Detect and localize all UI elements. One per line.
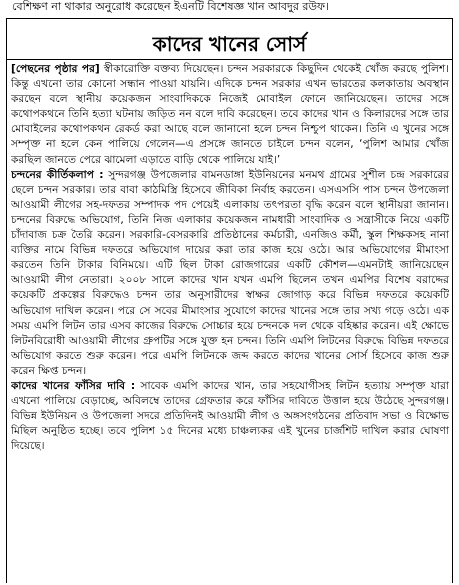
paragraph-1 [11, 62, 449, 168]
section-lead: কাদের খানের ফাঁসির দাবি : [11, 379, 136, 392]
top-rule [6, 18, 453, 19]
section-lead: চন্দনের কীর্তিকলাপ : [11, 168, 104, 181]
article-body [11, 62, 449, 581]
paragraph-text: সাবেক এমপি কাদের খান, তার সহযোগীসহ লিটন হত্যায় সম্পৃক্ত যারা এখনো পালিয়ে বেড়াচ্ছে, অবিলম্বে তাদের গ্রেফতার করে ফাঁসির দাবিতে উত্তাল হয়ে উঠেছে সুন্দরগঞ্জ। বিভিন্ন ইউনিয়ন ও উপজেলা সদরে প্রতিদিনই আওয়ামী লীগ ও অঙ্গসংগঠনের প্রতিবাদ সভা ও বিক্ষোভ মিছিল অনুষ্ঠিত হচ্ছে। তবে পুলিশ ১৫ দিনের মধ্যে চাঞ্চল্যকর এই খুনের চার্জশিট দাখিল করার ঘোষণা দিয়েছে। [11, 379, 449, 453]
paragraph-2 [11, 168, 449, 379]
article-headline: কাদের খানের সোর্স [152, 32, 307, 56]
paragraph-3 [11, 379, 449, 454]
previous-article-tail: বেশিক্ষণ না থাকার অনুরোধ করেছেন ইএনটি বিশেষজ্ঞ খান আবদুর রউফ। [12, 0, 329, 13]
paragraph-text: সুন্দরগঞ্জ উপজেলার বামনডাঙ্গা ইউনিয়নের মনমথ গ্রামের সুশীল চন্দ্র সরকারের ছেলে চন্দন সরকার। তার বাবা কাঠমিস্ত্রি হিসেবে জীবিকা নির্বাহ করতেন। এসএসসি পাস চন্দন উপজেলা আওয়ামী লীগের সহ-দফতর সম্পাদক পদ পেয়েই এলাকায় তৎপরতা বৃদ্ধি করেন বলে স্থানীয়রা জানান। চন্দনের বিরুদ্ধে অভিযোগ, তিনি নিজ এলাকার কয়েকজন নামধারী সাংবাদিক ও সন্ত্রাসীকে নিয়ে একটি চাঁদাবাজ চক্র তৈরি করেন। সরকারি-বেসরকারি প্রতিষ্ঠানের কর্মচারী, এনজিও কর্মী, স্কুল শিক্ষকসহ নানা ব্যক্তির নামে বিভিন্ন দফতরে অভিযোগ দায়ের করা তার কাজ হয়ে ওঠে। আর অভিযোগের মীমাংসা করতেন তিনি টাকার বিনিময়ে। এটি ছিল টাকা রোজগারের একটি কৌশল—এমনটাই জানিয়েছেন আওয়ামী লীগ নেতারা। ২০০৮ সালে কাদের খান যখন এমপি ছিলেন তখন এমপির বিশেষ বরাদ্দের কয়েকটি প্রকল্পের বিরুদ্ধেও চন্দন তার অনুসারীদের স্বাক্ষর জোগাড় করে বিভিন্ন দফতরে কয়েকটি অভিযোগ দাখিল করেন। পরে সে সবের মীমাংসার সুযোগে কাদের খানের সঙ্গে তার সখ্য গড়ে ওঠে। এক সময় এমপি লিটন তার এসব কাজের বিরুদ্ধে সোচ্চার হয়ে চন্দনকে দল থেকে বহিষ্কার করেন। এই ক্ষোভে লিটনবিরোধী আওয়ামী লীগের গ্রুপটির সঙ্গে যুক্ত হন চন্দন। তিনি এমপি লিটনের বিরুদ্ধে বিভিন্ন দফতরে অভিযোগ করতে শুরু করেন। পরে এমপি লিটনকে জব্দ করতে কাদের খানের সোর্স হিসেবে কাজ শুরু করেন ক্ষিপ্ত চন্দন। [11, 168, 449, 377]
paragraph-text: স্বীকারোক্তি বক্তব্য দিয়েছেন। চন্দন সরকারকে কিছুদিন থেকেই খোঁজ করছে পুলিশ। কিন্তু এখনো তার কোনো সন্ধান পাওয়া যায়নি। এদিকে চন্দন সরকার এখন ভারতের কলকাতায় অবস্থান করছেন বলে স্থানীয় কয়েকজন সাংবাদিককে নিজেই মোবাইল ফোনে জানিয়েছেন। তাদের সঙ্গে কথোপকথনে তিনি হত্যা ঘটনায় জড়িত নন বলে দাবি করেছেন। তবে কাদের খান ও কিলারদের সঙ্গে তার মোবাইলের কথোপকথন রেকর্ড করা আছে বলে জানানো হলে চন্দন নিশ্চুপ থাকেন। তিনি এ খুনের সঙ্গে সম্পৃক্ত না হলে কেন পালিয়ে গেলেন—এ প্রসঙ্গে জানতে চাইলে চন্দন বলেন, ‘পুলিশ আমার খোঁজ করছিল জানতে পেরে ঝামেলা এড়াতে বাড়ি থেকে পালিয়ে যাই।’ [11, 63, 449, 166]
continuation-tag: [পেছনের পৃষ্ঠার পর] [11, 63, 100, 75]
headline-rule [6, 59, 453, 60]
